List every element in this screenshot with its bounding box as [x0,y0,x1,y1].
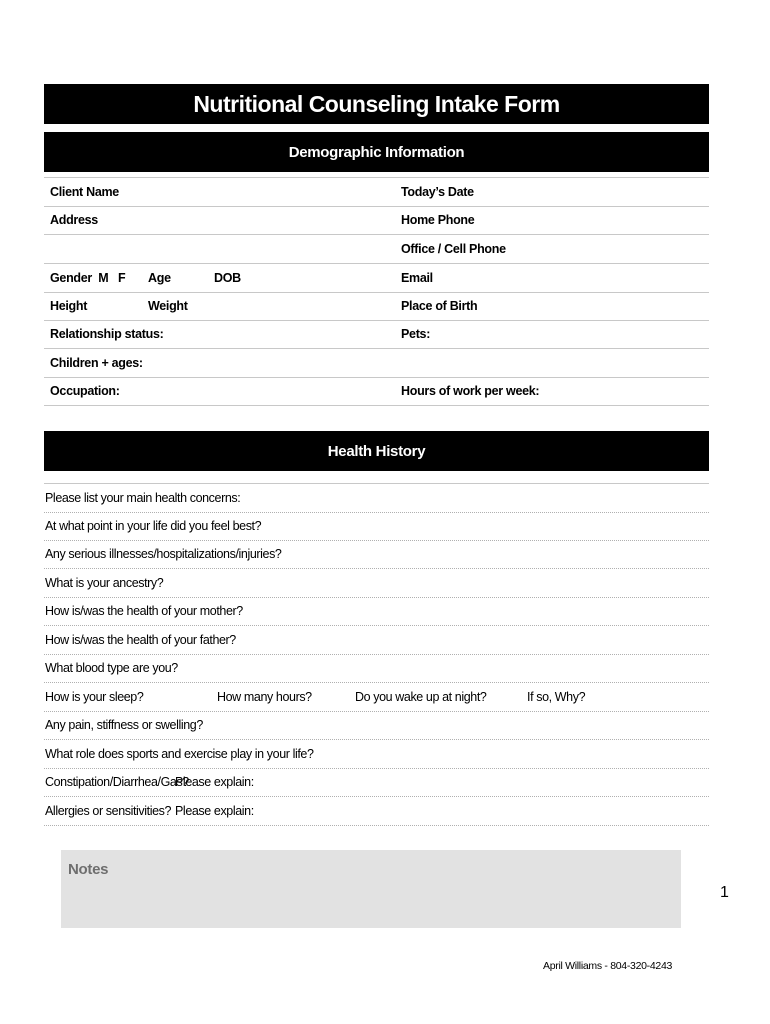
constipation-label: Constipation/Diarrhea/Gas? [45,775,189,789]
children-ages-label: Children + ages: [50,356,143,370]
sports-row [44,740,709,769]
hours-label: How many hours? [217,690,312,704]
feel-best-row [44,512,709,541]
sports-label: What role does sports and exercise play in your life? [45,747,314,761]
blood-type-row [44,654,709,683]
email-label: Email [401,271,433,285]
office-phone-row [44,235,709,264]
sleep-row [44,683,709,712]
client-name-label: Client Name [50,185,119,199]
blood-type-label: What blood type are you? [45,661,178,675]
main-concerns-row [44,483,709,513]
demographic-section-header: Demographic Information [44,132,709,172]
age-label: Age [148,271,171,285]
if-so-why-label: If so, Why? [527,690,586,704]
form-title: Nutritional Counseling Intake Form [44,84,709,124]
relationship-row [44,320,709,349]
address-row [44,206,709,235]
ancestry-label: What is your ancestry? [45,576,164,590]
height-label: Height [50,299,88,313]
constipation-row [44,768,709,797]
mother-health-row [44,597,709,626]
height-row [44,292,709,321]
home-phone-label: Home Phone [401,213,475,227]
occupation-label: Occupation: [50,384,120,398]
allergies-row [44,797,709,826]
footer-contact: April Williams - 804-320-4243 [543,960,673,972]
sleep-label: How is your sleep? [45,690,144,704]
relationship-status-label: Relationship status: [50,327,164,341]
allergies-label: Allergies or sensitivities? [45,804,172,818]
illnesses-label: Any serious illnesses/hospitalizations/injuries? [45,547,282,561]
constipation-explain-label: Please explain: [175,775,254,789]
ancestry-row [44,569,709,598]
address-label: Address [50,213,98,227]
gender-label: Gender M F [50,271,126,285]
office-cell-phone-label: Office / Cell Phone [401,242,506,256]
feel-best-label: At what point in your life did you feel best? [45,519,262,533]
hours-of-work-label: Hours of work per week: [401,384,540,398]
allergies-explain-label: Please explain: [175,804,254,818]
father-health-row [44,626,709,655]
wake-up-label: Do you wake up at night? [355,690,487,704]
notes-box[interactable] [61,850,681,928]
client-name-row [44,177,709,207]
dob-label: DOB [214,271,241,285]
occupation-row [44,377,709,406]
todays-date-label: Today’s Date [401,185,474,199]
notes-label: Notes [68,861,109,878]
mother-health-label: How is/was the health of your mother? [45,604,243,618]
main-concerns-label: Please list your main health concerns: [45,491,241,505]
father-health-label: How is/was the health of your father? [45,633,236,647]
gender-row [44,264,709,293]
illnesses-row [44,540,709,569]
page-number: 1 [720,884,729,901]
health-history-section-header: Health History [44,431,709,471]
place-of-birth-label: Place of Birth [401,299,478,313]
pain-label: Any pain, stiffness or swelling? [45,718,203,732]
pets-label: Pets: [401,327,431,341]
children-row [44,349,709,378]
pain-row [44,711,709,740]
weight-label: Weight [148,299,188,313]
